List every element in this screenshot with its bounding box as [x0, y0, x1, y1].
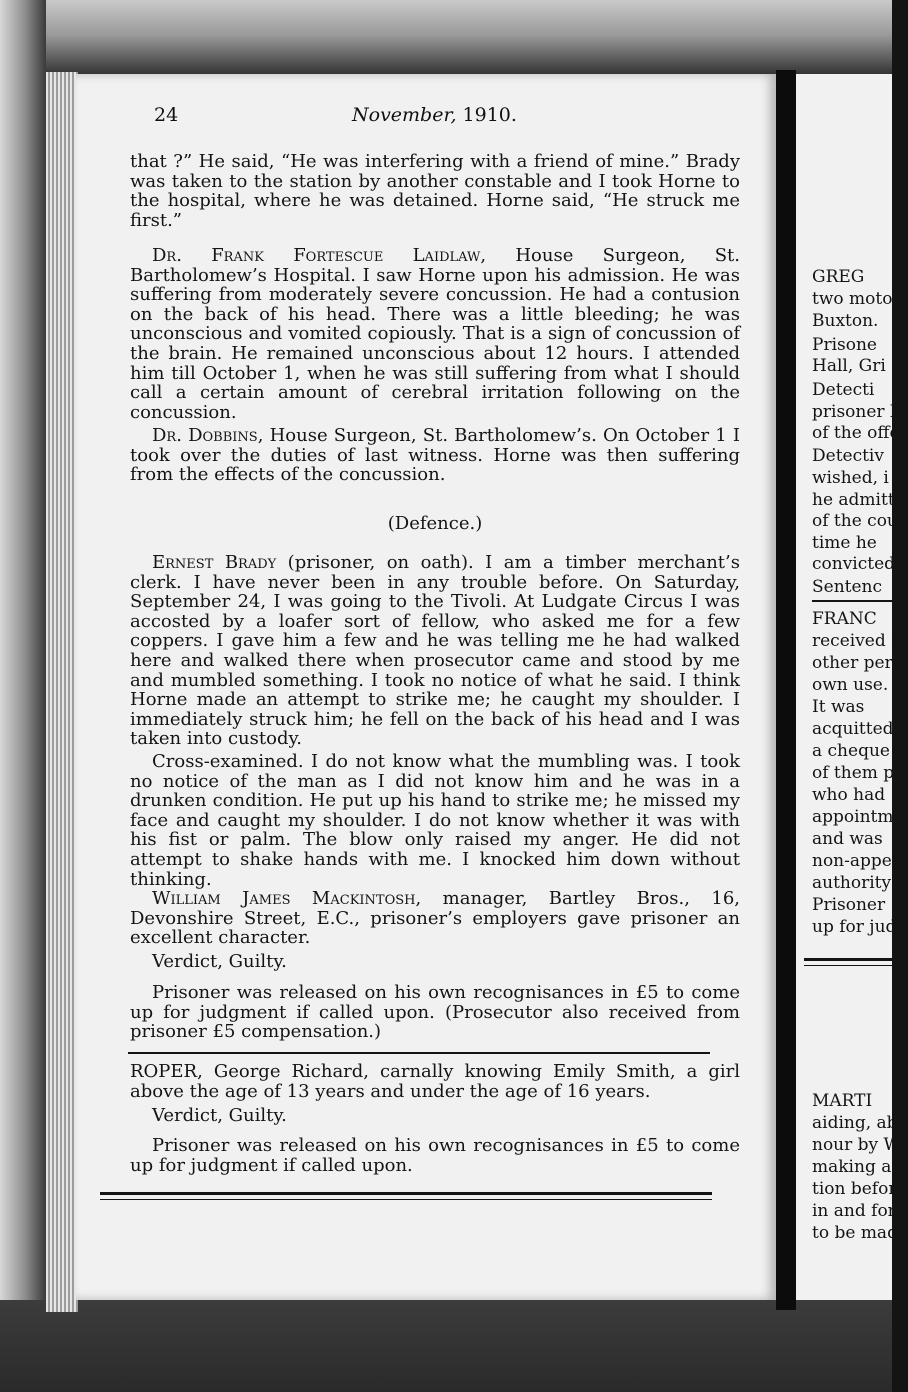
book-spine: [46, 72, 78, 1312]
paragraph-laidlaw: [130, 246, 740, 422]
paragraph-text: Verdict, Guilty.: [152, 951, 287, 972]
witness-name: Dr. Frank Fortescue Laidlaw,: [152, 245, 487, 266]
right-page-line: up for jud: [812, 917, 897, 937]
witness-name: Dr. Dobbins,: [152, 425, 264, 446]
paragraph-cross-examined: [130, 752, 740, 889]
right-page-line: other pers: [812, 653, 902, 673]
film-border-left: [0, 0, 46, 1392]
right-page-line: Prisone: [812, 335, 877, 355]
verdict-roper: [130, 1106, 740, 1126]
right-page-line: he admitt: [812, 490, 895, 510]
paragraph-text: [130, 553, 740, 749]
right-page-line: in and for: [812, 1201, 896, 1221]
case-divider: [128, 1052, 710, 1054]
verdict-brady: [130, 952, 740, 972]
right-page-line: non-appea: [812, 851, 902, 871]
testimony-text: (prisoner, on oath). I am a timber merchant’s clerk. I have never been in any trouble before. On Saturday, September 24, I was going to the Tivoli. At Ludgate Circus I was accosted by a loafer sort of fellow, who asked me for a few coppers. I gave him a few and he was telling me he had walked here and walked there when prosecutor came and stood by me and mumbled something. I took no notice of what he said. I think Horne made an attempt to strike me; he caught my shoulder. I immediately struck him; he fell on the back of his head and I was taken into custody.: [130, 552, 740, 750]
right-page-line: a cheque: [812, 741, 890, 761]
paragraph-dobbins: [130, 426, 740, 485]
right-page-line: Sentenc: [812, 577, 883, 597]
right-page-line: Detecti: [812, 380, 875, 400]
paragraph-horne-statement: [130, 152, 740, 230]
right-page-line: GREG: [812, 267, 865, 287]
right-page-line: to be made: [812, 1223, 908, 1243]
right-page-line: prisoner l: [812, 402, 896, 422]
paragraph-mackintosh: [130, 889, 740, 948]
running-head-year: 1910.: [462, 104, 517, 126]
end-rule-thick: [100, 1192, 712, 1195]
running-head-month: November,: [352, 104, 457, 126]
paragraph-text: Prisoner was released on his own recognisances in £5 to come up for judgment if called upon. (Prosecutor also received from prisoner £5 compensation.): [130, 982, 740, 1043]
paragraph-text: Prisoner was released on his own recognisances in £5 to come up for judgment if called upon.: [130, 1135, 740, 1176]
right-page-line: of them pr: [812, 763, 903, 783]
sentence-brady: [130, 983, 740, 1042]
paragraph-text: [130, 426, 740, 485]
paragraph-text: that ?” He said, “He was interfering with a friend of mine.” Brady was taken to the station by another constable and I took Horne to the hospital, where he was detained. Horne said, “He struck me first.”: [130, 151, 740, 231]
testimony-text: House Surgeon, St. Bartholomew’s. On October 1 I took over the duties of last witness. Horne was then suffering from the effects of the concussion.: [130, 425, 740, 486]
paragraph-text: Cross-examined. I do not know what the mumbling was. I took no notice of the man as I did not know him and he was in a drunken condition. He put up his hand to strike me; he missed my face and caught my shoulder. I do not know whether it was with his fist or palm. The blow only raised my anger. He did not attempt to shake hands with me. I knocked him down without thinking.: [130, 751, 740, 890]
right-page-line: of the cou: [812, 511, 898, 531]
film-border-bottom: [0, 1300, 892, 1392]
defence-heading: [130, 514, 740, 534]
testimony-text: manager, Bartley Bros., 16, Devonshire Street, E.C., prisoner’s employers gave prisoner an excellent character.: [130, 888, 740, 949]
right-page-rule-thin: [804, 965, 892, 966]
right-page-rule-thick: [804, 958, 892, 961]
right-page-line: acquitted: [812, 719, 894, 739]
right-page-line: aiding, abe: [812, 1113, 908, 1133]
right-page-line: nour by W: [812, 1135, 902, 1155]
paragraph-text: [130, 246, 740, 422]
right-page-line: wished, i: [812, 468, 889, 488]
witness-name: William James Mackintosh,: [152, 888, 422, 909]
right-page-divider: [812, 600, 892, 602]
right-page-line: Detectiv: [812, 446, 884, 466]
page-gutter: [776, 70, 796, 1310]
right-page-line: Buxton.: [812, 311, 879, 331]
paragraph-brady: [130, 553, 740, 749]
paragraph-text: [130, 889, 740, 948]
sentence-roper: [130, 1136, 740, 1175]
paragraph-text: ROPER, George Richard, carnally knowing Emily Smith, a girl above the age of 13 years and under the age of 16 years.: [130, 1061, 740, 1102]
running-head: [352, 104, 517, 126]
case-roper: [130, 1062, 740, 1101]
right-page-line: and was: [812, 829, 883, 849]
witness-name: Ernest Brady: [152, 552, 277, 573]
right-page-line: convicted: [812, 554, 896, 574]
right-page-line: authority: [812, 873, 892, 893]
right-page-line: Prisoner: [812, 895, 886, 915]
end-rule-thin: [100, 1199, 712, 1200]
testimony-text: House Surgeon, St. Bartholomew’s Hospital. I saw Horne upon his admission. He was suffering from moderately severe concussion. He had a contusion on the back of his head. There was a little bleeding; he was unconscious and vomited copiously. That is a sign of concussion of the brain. He remained unconscious about 12 hours. I attended him till October 1, when he was still suffering from what I should call a certain amount of cerebral irritation following on the concussion.: [130, 245, 740, 423]
right-page-line: FRANC: [812, 609, 877, 629]
right-page-line: received c: [812, 631, 901, 651]
right-page-line: MARTI: [812, 1091, 873, 1111]
right-page-line: tion before: [812, 1179, 907, 1199]
right-page-line: own use.: [812, 675, 889, 695]
right-page-line: of the offe: [812, 423, 900, 443]
film-border-top: [0, 0, 892, 78]
right-page-line: who had: [812, 785, 886, 805]
page-header: [154, 104, 714, 134]
right-page-line: It was: [812, 697, 865, 717]
page-number: 24: [154, 104, 179, 126]
right-page-line: Hall, Gri: [812, 356, 886, 376]
right-page-line: two moto: [812, 289, 893, 309]
right-page-line: making an: [812, 1157, 903, 1177]
heading-text: (Defence.): [387, 513, 483, 534]
paragraph-text: Verdict, Guilty.: [152, 1105, 287, 1126]
right-page-line: time he: [812, 533, 877, 553]
right-page-line: appointme: [812, 807, 904, 827]
